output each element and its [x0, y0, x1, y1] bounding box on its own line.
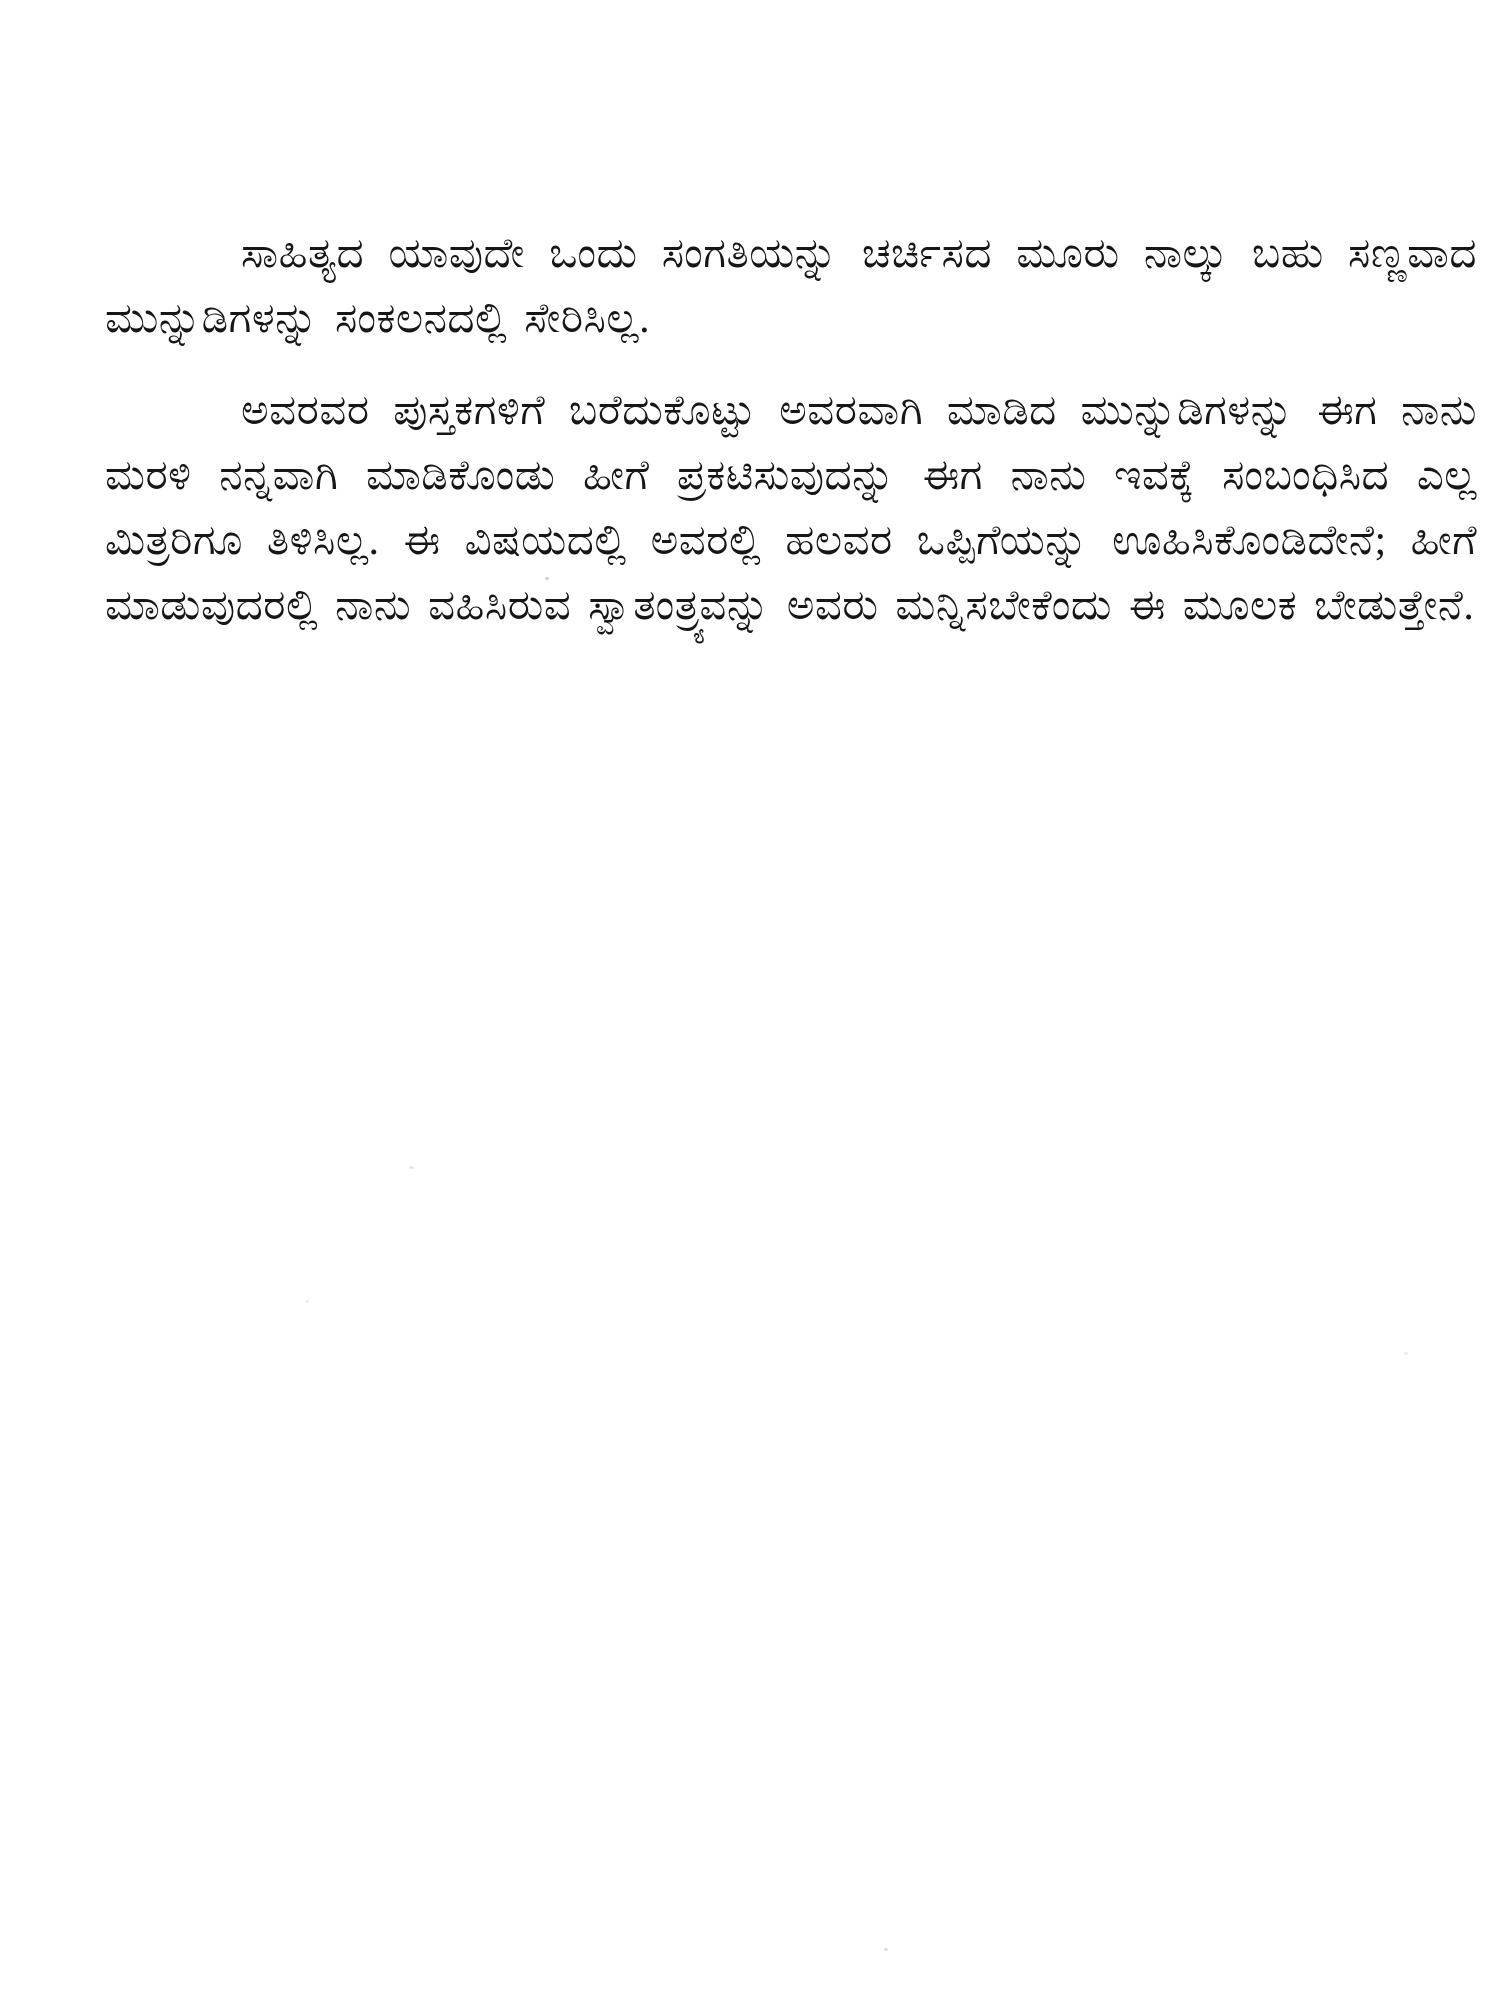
scan-artifact-speck — [409, 1166, 414, 1169]
scan-artifact-speck — [545, 577, 549, 580]
scan-artifact-speck — [306, 1300, 309, 1303]
paragraph-1: ಸಾಹಿತ್ಯದ ಯಾವುದೇ ಒಂದು ಸಂಗತಿಯನ್ನು ಚರ್ಚಿಸದ ಮೂರು ನಾಲ್ಕು ಬಹು ಸಣ್ಣವಾದ ಮುನ್ನುಡಿಗಳನ್ನು ಸಂಕಲನದಲ್ಲಿ ಸೇರಿಸಿಲ್ಲ. — [105, 231, 1477, 342]
scan-artifact-speck — [884, 1948, 888, 1951]
scan-artifact-speck — [1404, 1352, 1408, 1355]
body-text-block — [105, 222, 1477, 639]
paragraph-2: ಅವರವರ ಪುಸ್ತಕಗಳಿಗೆ ಬರೆದುಕೊಟ್ಟು ಅವರವಾಗಿ ಮಾಡಿದ ಮುನ್ನುಡಿಗಳನ್ನು ಈಗ ನಾನು ಮರಳಿ ನನ್ನವಾಗಿ ಮಾಡಿಕೊಂಡು ಹೀಗೆ ಪ್ರಕಟಿಸುವುದನ್ನು ಈಗ ನಾನು ಇವಕ್ಕೆ ಸಂಬಂಧಿಸಿದ ಎಲ್ಲ ಮಿತ್ರರಿಗೂ ತಿಳಿಸಿಲ್ಲ. ಈ ವಿಷಯದಲ್ಲಿ ಅವರಲ್ಲಿ ಹಲವರ ಒಪ್ಪಿಗೆಯನ್ನು ಊಹಿಸಿಕೊಂಡಿದೇನೆ; ಹೀಗೆ ಮಾಡುವುದರಲ್ಲಿ ನಾನು ವಹಿಸಿರುವ ಸ್ವಾತಂತ್ರ್ಯವನ್ನು ಅವರು ಮನ್ನಿಸಬೇಕೆಂದು ಈ ಮೂಲಕ ಬೇಡುತ್ತೇನೆ. — [105, 388, 1477, 629]
